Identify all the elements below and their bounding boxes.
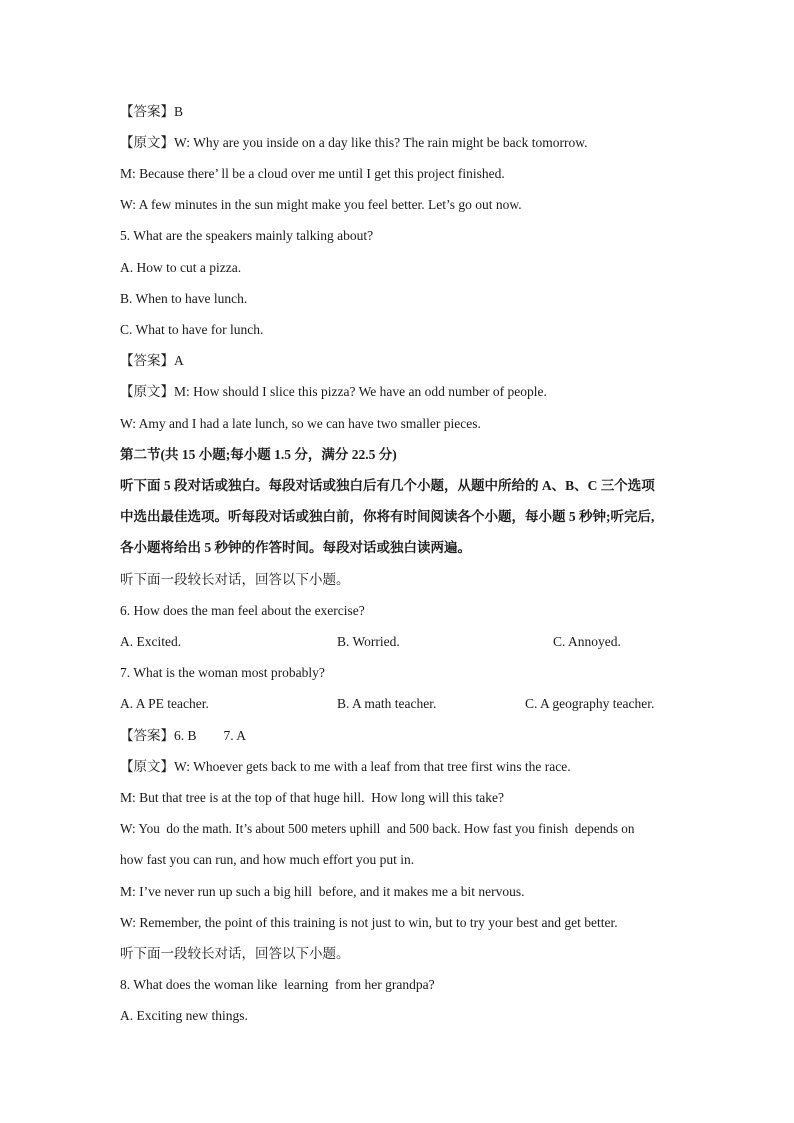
answer-label: 【答案】B [120, 104, 184, 119]
question-text: 5. What are the speakers mainly talking about? [120, 228, 374, 243]
transcript-line: 【原文】W: Whoever gets back to me with a leaf from that tree first wins the race. [120, 759, 571, 774]
question-text: 8. What does the woman like learning from her grandpa? [120, 977, 435, 992]
q7-option-a: A. A PE teacher. [120, 696, 209, 711]
q6-option-a: A. Excited. [120, 634, 182, 649]
option-text: C. What to have for lunch. [120, 322, 264, 337]
answer-label: 【答案】6. B 7. A [120, 728, 247, 743]
question-text: 6. How does the man feel about the exercise? [120, 603, 365, 618]
q7-option-c: C. A geography teacher. [525, 696, 655, 711]
answer-label: 【答案】A [120, 353, 184, 368]
transcript-line: W: Amy and I had a late lunch, so we can have two smaller pieces. [120, 416, 481, 431]
transcript-line: W: Remember, the point of this training is not just to win, but to try your best and get better. [120, 915, 618, 930]
transcript-line: 【原文】M: How should I slice this pizza? We have an odd number of people. [120, 384, 547, 399]
option-text: A. How to cut a pizza. [120, 260, 242, 275]
option-text: A. Exciting new things. [120, 1008, 248, 1023]
transcript-line: 【原文】W: Why are you inside on a day like this? The rain might be back tomorrow. [120, 135, 588, 150]
section-instructions: 中选出最佳选项。听每段对话或独白前，你将有时间阅读各个小题，每小题 5 秒钟;听完后, [120, 509, 655, 524]
transcript-line: how fast you can run, and how much effort you put in. [120, 852, 415, 867]
transcript-line: M: Because there’ ll be a cloud over me until I get this project finished. [120, 166, 505, 181]
transcript-line: M: I’ve never run up such a big hill before, and it makes me a bit nervous. [120, 884, 525, 899]
question-text: 7. What is the woman most probably? [120, 665, 325, 680]
q6-option-b: B. Worried. [337, 634, 400, 649]
q6-option-c: C. Annoyed. [553, 634, 621, 649]
listening-prompt: 听下面一段较长对话，回答以下小题。 [120, 572, 350, 587]
transcript-line: W: You do the math. It’s about 500 meters uphill and 500 back. How fast you finish depends on [120, 821, 635, 836]
transcript-line: W: A few minutes in the sun might make you feel better. Let’s go out now. [120, 197, 522, 212]
section-heading: 第二节(共 15 小题;每小题 1.5 分，满分 22.5 分) [120, 447, 397, 462]
section-instructions: 各小题将给出 5 秒钟的作答时间。每段对话或独白读两遍。 [120, 540, 471, 555]
q7-option-b: B. A math teacher. [337, 696, 437, 711]
listening-prompt: 听下面一段较长对话，回答以下小题。 [120, 946, 350, 961]
transcript-line: M: But that tree is at the top of that huge hill. How long will this take? [120, 790, 504, 805]
section-instructions: 听下面 5 段对话或独白。每段对话或独白后有几个小题，从题中所给的 A、B、C 三个选项 [120, 478, 655, 493]
option-text: B. When to have lunch. [120, 291, 248, 306]
